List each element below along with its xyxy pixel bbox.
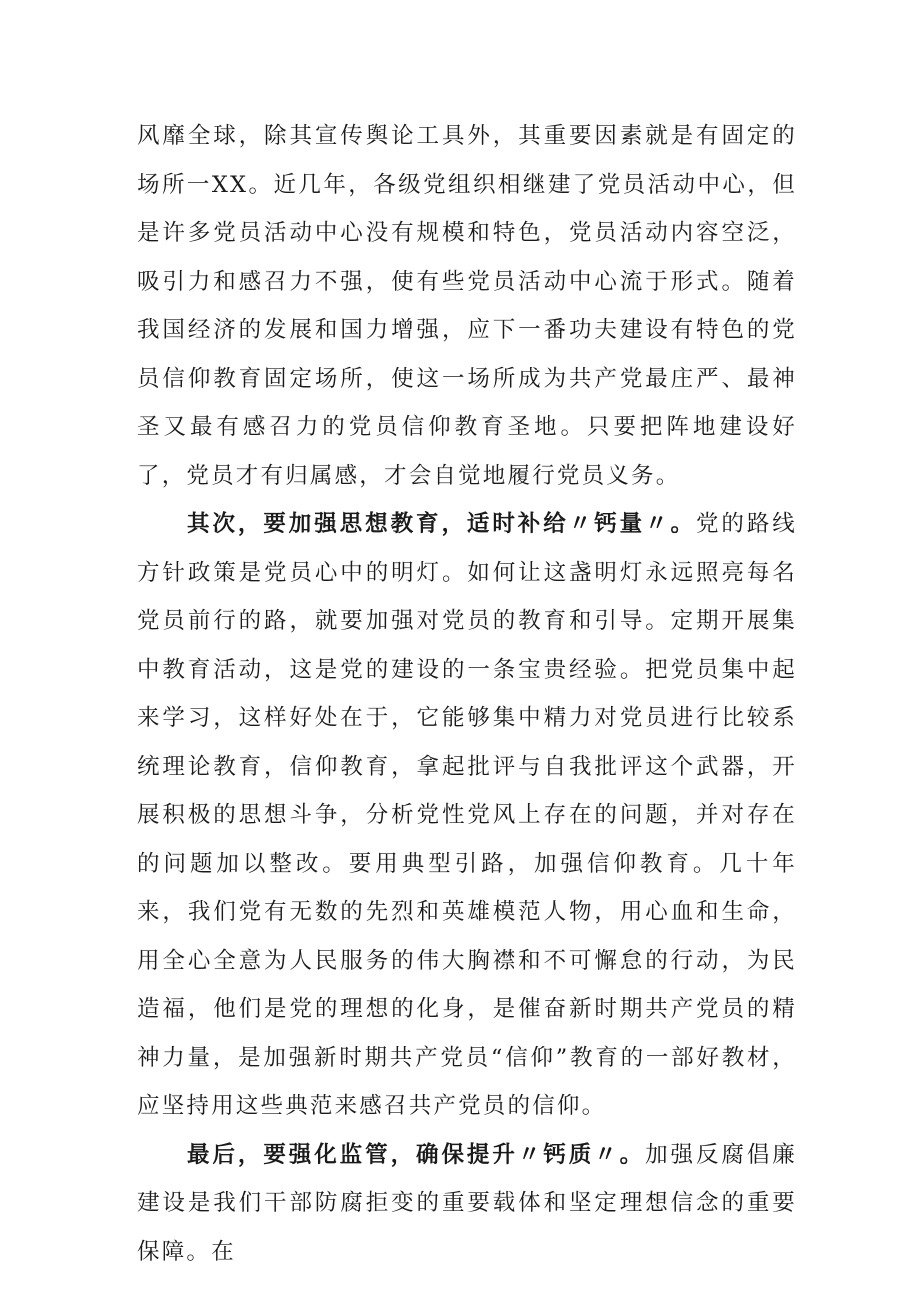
paragraph-3-heading: 最后，要强化监管，确保提升〃钙质〃。	[187, 1141, 646, 1168]
paragraph-2-text: 党的路线方针政策是党员心中的明灯。如何让这盏明灯永远照亮每名党员前行的路，就要加强对党员的教育和引导。定期开展集中教育活动，这是党的建设的一条宝贵经验。把党员集中起来学习，这样好处在于，它能够集中精力对党员进行比较系统理论教育，信仰教育，拿起批评与自我批评这个武器，开展积极的思想斗争，分析党性党风上存在的问题，并对存在的问题加以整改。要用典型引路，加强信仰教育。几十年来，我们党有无数的先烈和英雄模范人物，用心血和生命，用全心全意为人民服务的伟大胸襟和不可懈怠的行动，为民造福，他们是党的理想的化身，是催奋新时期共产党员的精神力量，是加强新时期共产党员“信仰”教育的一部好教材，应坚持用这些典范来感召共产党员的信仰。	[137, 511, 797, 1119]
paragraph-3	[137, 1131, 797, 1277]
paragraph-3-text: 加强反腐倡廉建设是我们干部防腐拒变的重要载体和坚定理想信念的重要保障。在	[137, 1141, 797, 1265]
paragraph-1-text: 风靡全球，除其宣传舆论工具外，其重要因素就是有固定的场所一XX。近几年，各级党组织相继建了党员活动中心，但是许多党员活动中心没有规模和特色，党员活动内容空泛，吸引力和感召力不强，使有些党员活动中心流于形式。随着我国经济的发展和国力增强，应下一番功夫建设有特色的党员信仰教育固定场所，使这一场所成为共产党最庄严、最神圣又最有感召力的党员信仰教育圣地。只要把阵地建设好了，党员才有归属感，才会自觉地履行党员义务。	[137, 123, 797, 489]
paragraph-1	[137, 112, 797, 500]
paragraph-2	[137, 500, 797, 1131]
paragraph-2-heading: 其次，要加强思想教育，适时补给〃钙量〃。	[187, 511, 696, 537]
document-body	[137, 112, 797, 1276]
